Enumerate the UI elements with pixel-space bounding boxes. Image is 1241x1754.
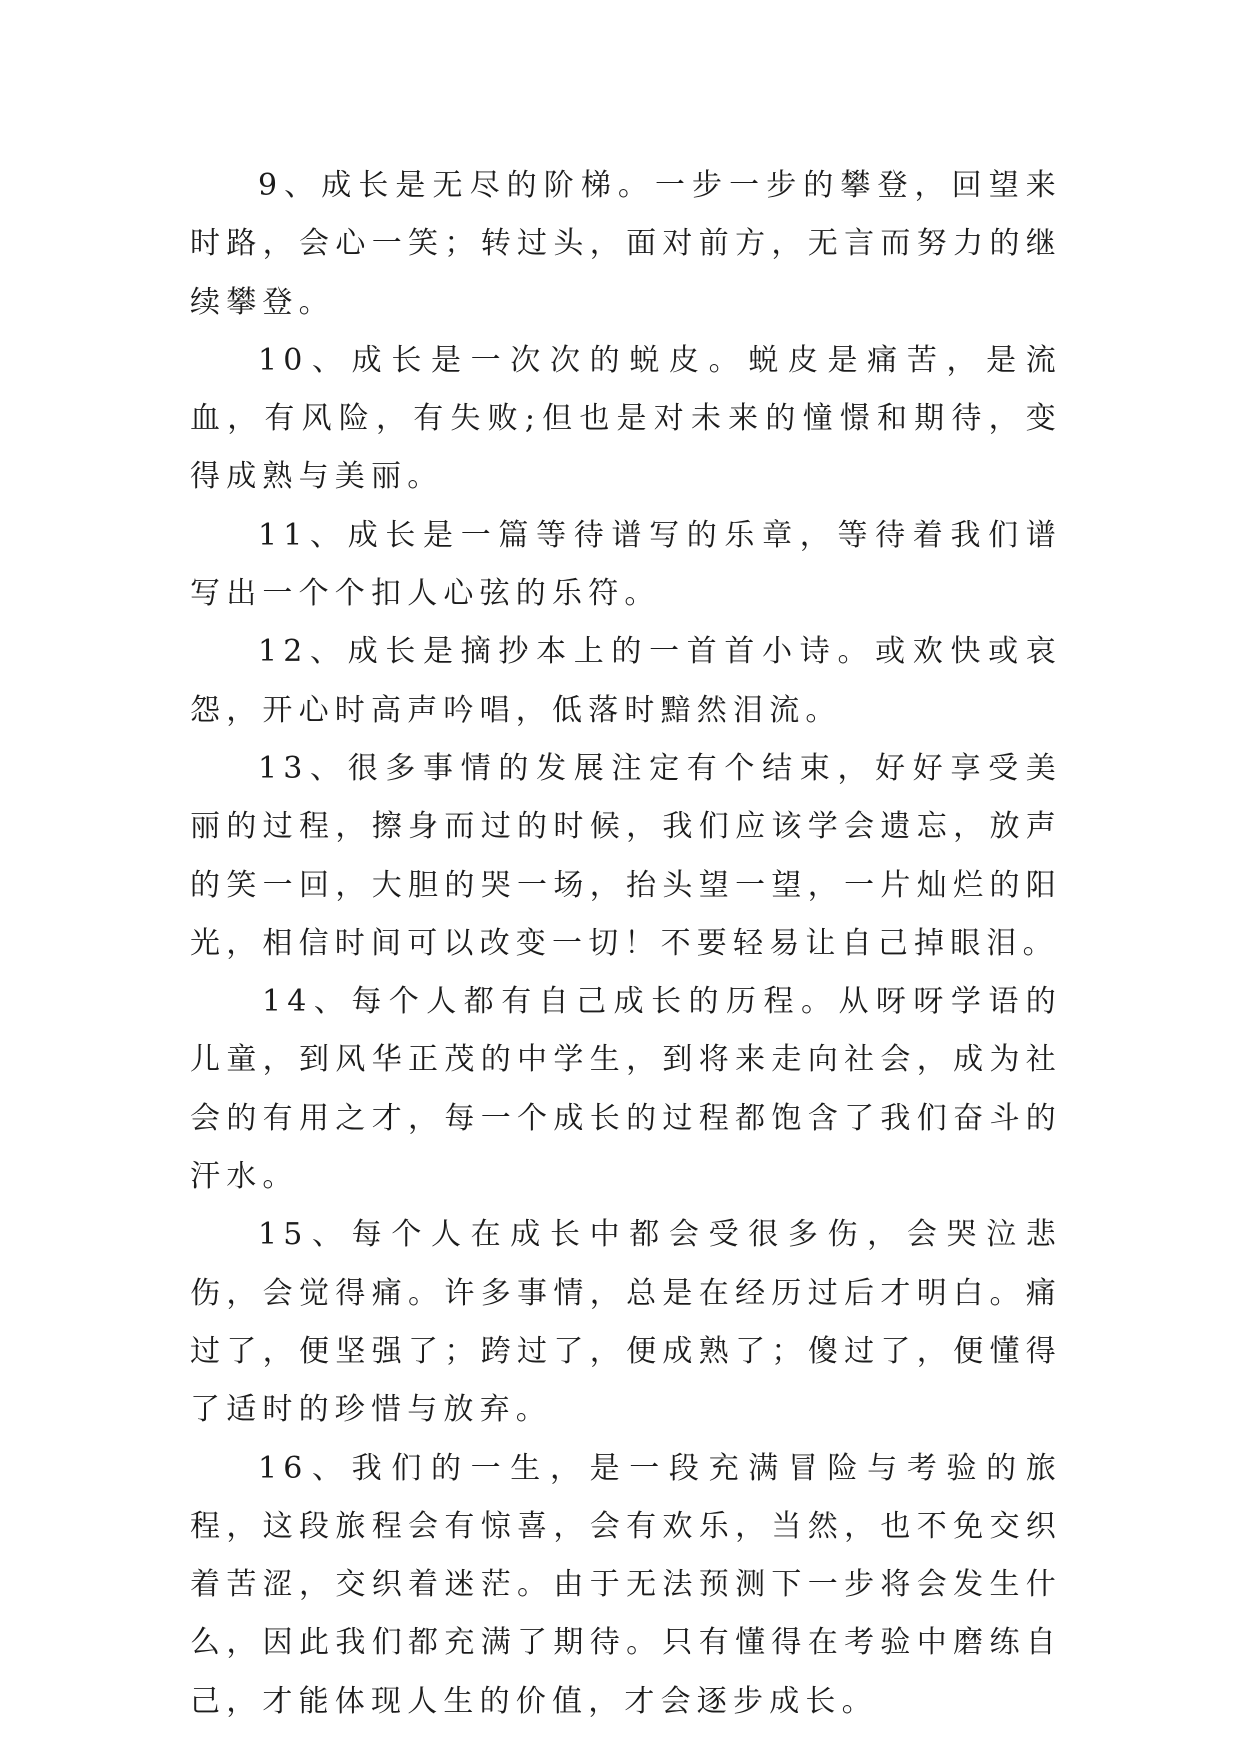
document-body xyxy=(190,157,1062,1731)
paragraph-13: 13、很多事情的发展注定有个结束，好好享受美丽的过程，擦身而过的时候，我们应该学会遗忘，放声的笑一回，大胆的哭一场，抬头望一望，一片灿烂的阳光，相信时间可以改变一切！不要轻易让自己掉眼泪。 xyxy=(190,750,1062,961)
paragraph-16: 16、我们的一生，是一段充满冒险与考验的旅程，这段旅程会有惊喜，会有欢乐，当然，也不免交织着苦涩，交织着迷茫。由于无法预测下一步将会发生什么，因此我们都充满了期待。只有懂得在考验中磨练自己，才能体现人生的价值，才会逐步成长。 xyxy=(190,1450,1062,1719)
paragraph-11: 11、成长是一篇等待谱写的乐章，等待着我们谱写出一个个扣人心弦的乐符。 xyxy=(190,517,1062,612)
paragraph-10: 10、成长是一次次的蜕皮。蜕皮是痛苦，是流血，有风险，有失败;但也是对未来的憧憬和期待，变得成熟与美丽。 xyxy=(190,342,1062,495)
paragraph-15: 15、每个人在成长中都会受很多伤，会哭泣悲伤，会觉得痛。许多事情，总是在经历过后才明白。痛过了，便坚强了；跨过了，便成熟了；傻过了，便懂得了适时的珍惜与放弃。 xyxy=(190,1217,1062,1428)
paragraph-12: 12、成长是摘抄本上的一首首小诗。或欢快或哀怨，开心时高声吟唱，低落时黯然泪流。 xyxy=(190,634,1062,728)
paragraph-14: 14、每个人都有自己成长的历程。从呀呀学语的儿童，到风华正茂的中学生，到将来走向社会，成为社会的有用之才，每一个成长的过程都饱含了我们奋斗的汗水。 xyxy=(190,984,1062,1195)
paragraph-9: 9、成长是无尽的阶梯。一步一步的攀登，回望来时路，会心一笑；转过头，面对前方，无言而努力的继续攀登。 xyxy=(190,168,1062,320)
